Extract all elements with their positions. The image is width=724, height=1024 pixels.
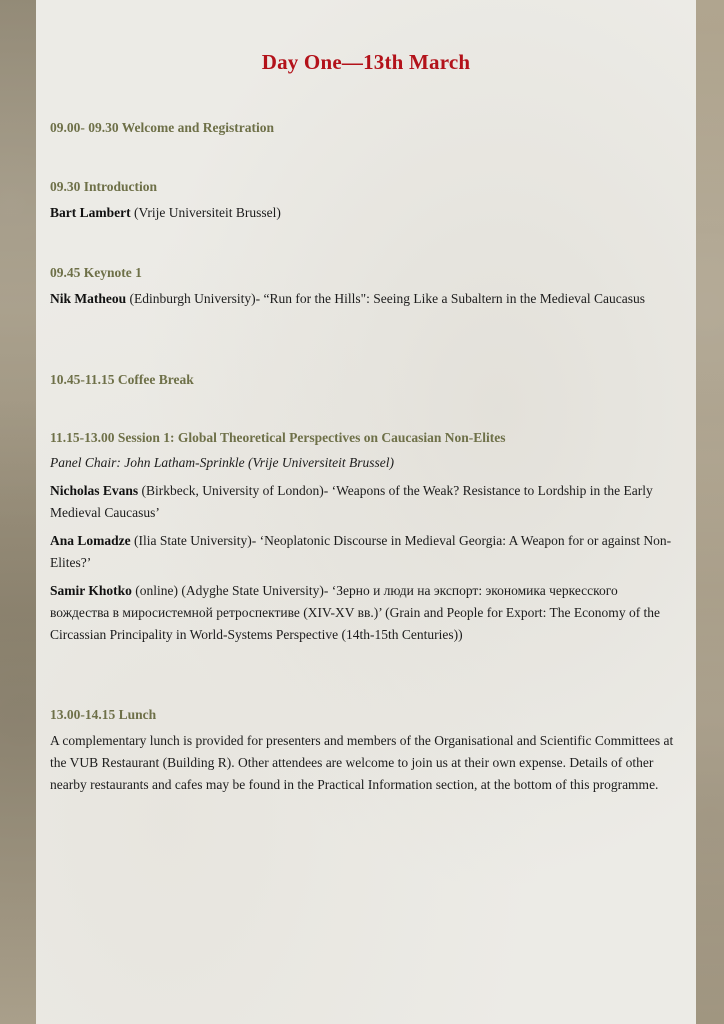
paper-border-right — [696, 0, 724, 1024]
speaker-detail: (Birkbeck, University of London)- ‘Weapons of the Weak? Resistance to Lordship in the Early Medieval Caucasus’ — [50, 483, 653, 520]
section-session-1 — [50, 430, 678, 646]
section-introduction — [50, 179, 678, 224]
section-lunch — [50, 707, 678, 796]
section-heading: 11.15-13.00 Session 1: Global Theoretical Perspectives on Caucasian Non-Elites — [50, 430, 506, 445]
panel-chair: Panel Chair: John Latham-Sprinkle (Vrije Universiteit Brussel) — [50, 455, 394, 470]
speaker-detail: (Vrije Universiteit Brussel) — [130, 205, 281, 220]
speaker-name: Ana Lomadze — [50, 533, 131, 548]
speaker-name: Nik Matheou — [50, 291, 127, 306]
speaker-name: Samir Khotko — [50, 583, 132, 598]
speaker-name: Nicholas Evans — [50, 483, 139, 498]
speaker-entry — [50, 288, 678, 310]
speaker-name: Bart Lambert — [50, 205, 131, 220]
section-heading: 09.30 Introduction — [50, 179, 158, 194]
section-coffee-break — [50, 372, 678, 388]
paper-border-left — [0, 0, 36, 1024]
speaker-detail: (Edinburgh University)- “Run for the Hills": Seeing Like a Subaltern in the Medieval Caucasus — [126, 291, 646, 306]
section-heading: 13.00-14.15 Lunch — [50, 707, 157, 722]
speaker-entry — [50, 580, 678, 646]
section-welcome — [50, 120, 678, 136]
programme-page — [36, 0, 696, 1024]
section-heading: 10.45-11.15 Coffee Break — [50, 372, 194, 387]
lunch-description: A complementary lunch is provided for presenters and members of the Organisational and Scientific Committees at the VUB Restaurant (Building R). Other attendees are welcome to join us at their own expense. Details of other nearby restaurants and cafes may be found in the Practical Information section, at the bottom of this programme. — [50, 733, 674, 792]
page-title: Day One—13th March — [261, 50, 471, 74]
speaker-entry — [50, 530, 678, 574]
section-heading: 09.00- 09.30 Welcome and Registration — [50, 120, 274, 135]
section-keynote — [50, 265, 678, 310]
speaker-detail: (Ilia State University)- ‘Neoplatonic Discourse in Medieval Georgia: A Weapon for or against Non-Elites?’ — [50, 533, 672, 570]
speaker-entry — [50, 480, 678, 524]
speaker-detail: (online) (Adyghe State University)- ‘Зерно и люди на экспорт: экономика черкесского вождества в миросистемной ретроспективе (XIV-XV вв.)’ (Grain and People for Export: The Economy of the Circassian Principality in World-Systems Perspective (14th-15th Centuries)) — [50, 583, 661, 642]
section-heading: 09.45 Keynote 1 — [50, 265, 142, 280]
speaker-entry — [50, 202, 678, 224]
